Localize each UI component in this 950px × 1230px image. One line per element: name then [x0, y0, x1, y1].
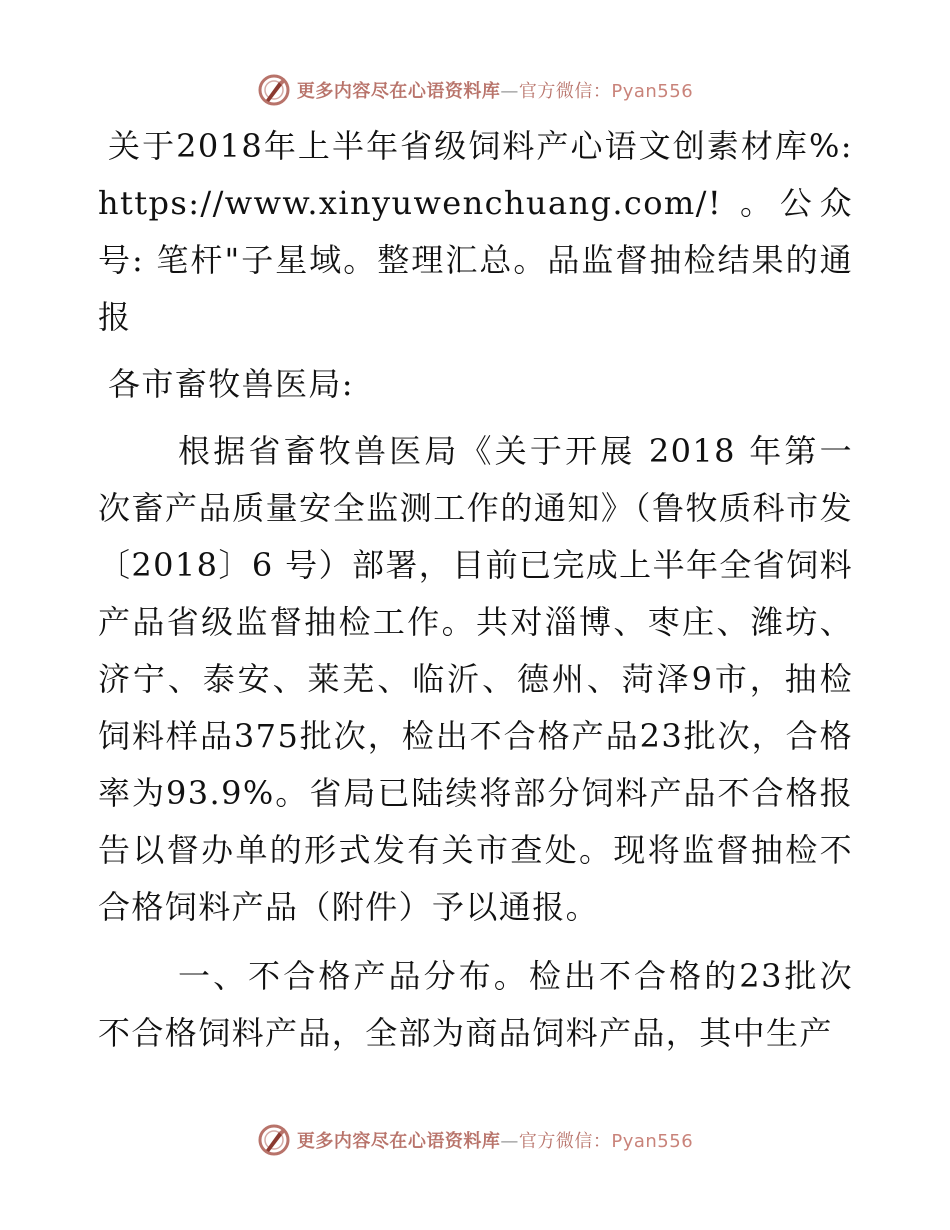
watermark-channel: 官方微信：	[518, 81, 612, 102]
watermark-brand: 更多内容尽在心语资料库	[296, 81, 501, 102]
watermark-brand: 更多内容尽在心语资料库	[296, 1131, 501, 1152]
watermark-text	[297, 77, 693, 103]
document-title: 关于2018年上半年省级饲料产心语文创素材库%: https://www.xinyuwenchuang.com/! 。公众号: 笔杆"子星域。整理汇总。品监督抽检结果的通报	[98, 127, 853, 336]
watermark-text	[297, 1127, 693, 1153]
document-body	[98, 118, 853, 1062]
quill-logo-icon	[257, 73, 291, 107]
watermark-channel: 官方微信：	[518, 1131, 612, 1152]
watermark-separator: —	[500, 81, 519, 102]
salutation: 各市畜牧兽医局:	[108, 365, 354, 403]
watermark-separator: —	[500, 1131, 519, 1152]
watermark-footer	[0, 1120, 950, 1160]
watermark-wechat-id: Pyan556	[611, 81, 694, 102]
paragraph-2: 一、不合格产品分布。检出不合格的23批次不合格饲料产品，全部为商品饲料产品，其中生产	[98, 957, 853, 1052]
quill-logo-icon	[257, 1123, 291, 1157]
watermark-header	[0, 70, 950, 110]
paragraph-1: 根据省畜牧兽医局《关于开展 2018 年第一次畜产品质量安全监测工作的通知》（鲁牧质科市发〔2018〕6 号）部署，目前已完成上半年全省饲料产品省级监督抽检工作。共对淄博、枣庄、潍坊、济宁、泰安、莱芜、临沂、德州、菏泽9市，抽检饲料样品375批次，检出不合格产品23批次，合格率为93.9%。省局已陆续将部分饲料产品不合格报告以督办单的形式发有关市查处。现将监督抽检不合格饲料产品（附件）予以通报。	[98, 432, 853, 926]
watermark-wechat-id: Pyan556	[611, 1131, 694, 1152]
